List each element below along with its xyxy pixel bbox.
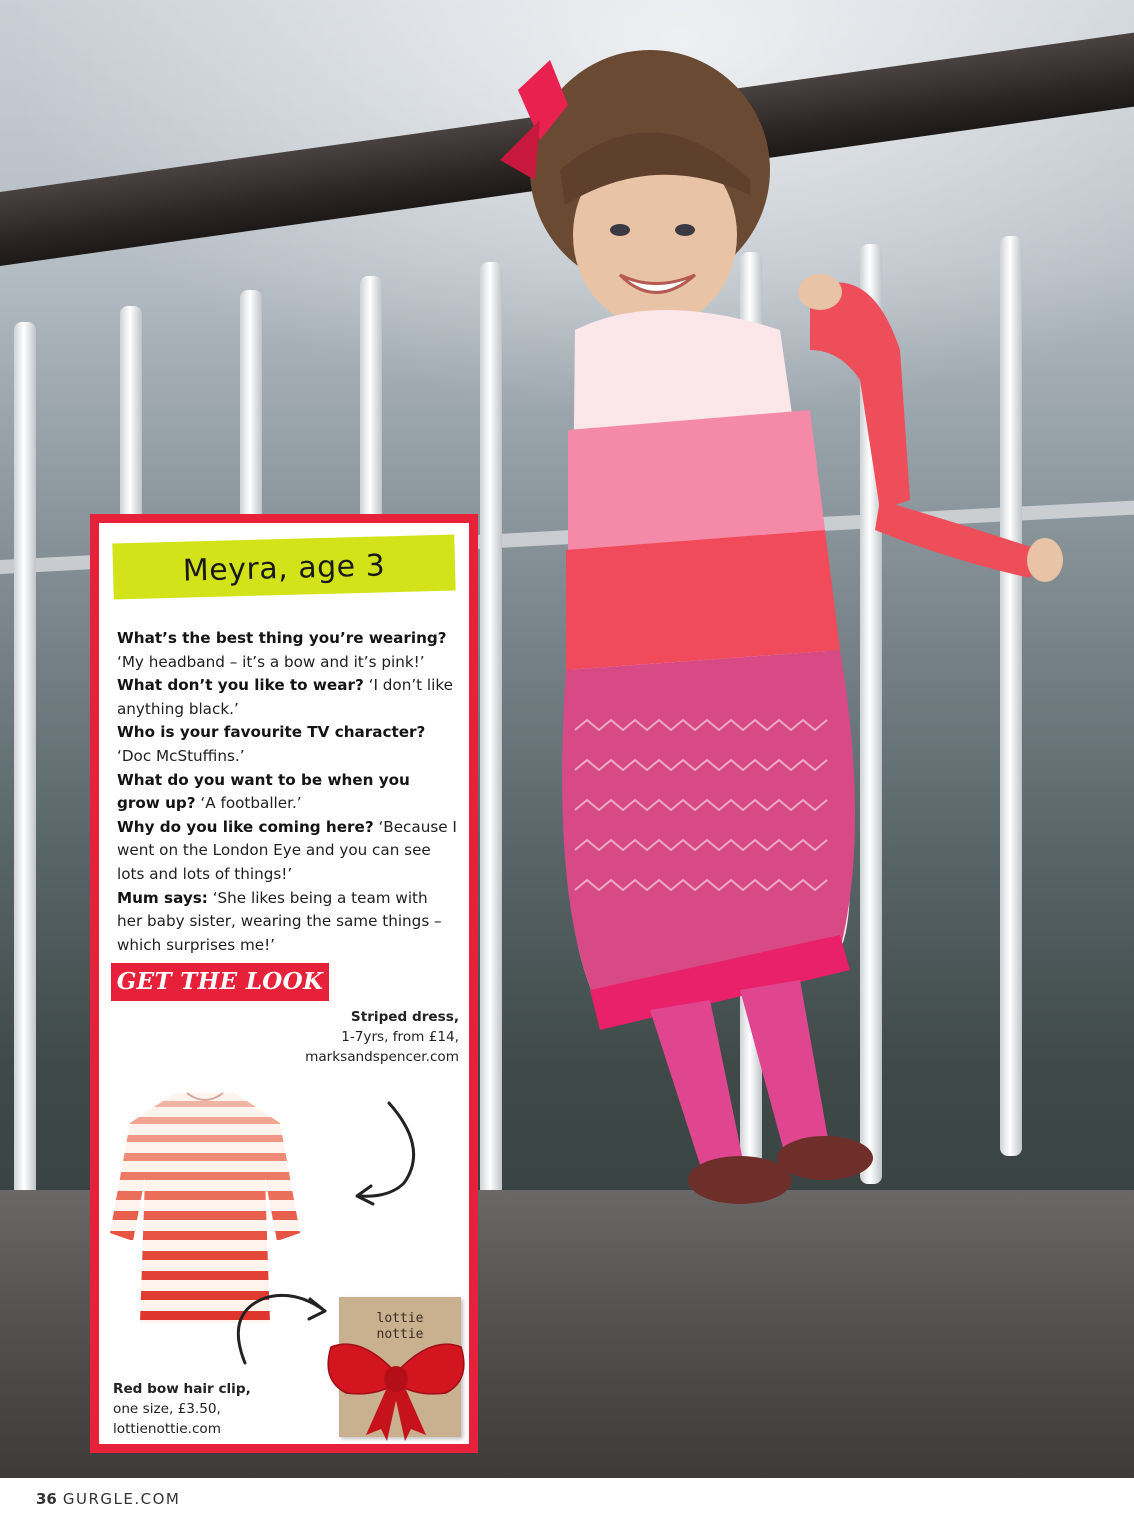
bow-retailer: lottienottie.com (113, 1421, 221, 1437)
red-bow-image (321, 1325, 469, 1444)
curved-arrow-icon (349, 1098, 429, 1208)
qa-answer: ‘She likes being a team with her baby sister, wearing the same things – which surprises me!’ (117, 888, 442, 954)
qa-item (117, 674, 457, 721)
page-number: 36 (36, 1490, 57, 1508)
card-brand-line2: nottie (376, 1327, 424, 1342)
bow-size-price: one size, £3.50, (113, 1401, 221, 1417)
qa-question: Who is your favourite TV character? (117, 723, 426, 742)
profile-callout (90, 514, 478, 1453)
get-the-look-label: GET THE LOOK (116, 968, 324, 995)
child-figure (480, 30, 1100, 1210)
railing-post (14, 322, 36, 1252)
qa-question: What don’t you like to wear? (117, 676, 364, 695)
qa-answer: ‘I don’t like anything black.’ (117, 676, 453, 718)
page-footer (36, 1490, 180, 1514)
qa-answer: ‘Doc McStuffins.’ (117, 746, 245, 765)
get-the-look-heading (111, 963, 329, 1001)
qa-item (117, 816, 457, 887)
qa-item (117, 627, 457, 674)
qa-answer: ‘A footballer.’ (195, 794, 302, 813)
dress-name: Striped dress, (350, 1009, 459, 1025)
qa-question: What do you want to be when you grow up? (117, 770, 410, 813)
profile-callout-body (99, 523, 469, 1444)
name-banner (112, 535, 455, 600)
qa-answer: ‘Because I went on the London Eye and you can see lots and lots of things!’ (117, 817, 457, 883)
qa-question: Why do you like coming here? (117, 817, 374, 836)
qa-question: What’s the best thing you’re wearing? (117, 629, 447, 647)
child-name: Meyra, age 3 (182, 548, 386, 589)
dress-caption (259, 1007, 459, 1067)
qa-item (117, 887, 457, 958)
dress-size-price: 1-7yrs, from £14, (341, 1029, 459, 1045)
curved-arrow-icon (225, 1283, 335, 1373)
footer-site: GURGLE.COM (62, 1490, 181, 1508)
bow-name: Red bow hair clip, (113, 1381, 251, 1397)
qa-answer: ‘My headband – it’s a bow and it’s pink!’ (117, 652, 425, 671)
card-brand-line1: lottie (376, 1311, 424, 1326)
dress-retailer: marksandspencer.com (305, 1049, 459, 1065)
qa-item (117, 721, 457, 768)
bow-caption (113, 1379, 293, 1439)
qa-item (117, 769, 457, 816)
interview-qa (117, 627, 457, 957)
qa-question: Mum says: (117, 888, 208, 907)
